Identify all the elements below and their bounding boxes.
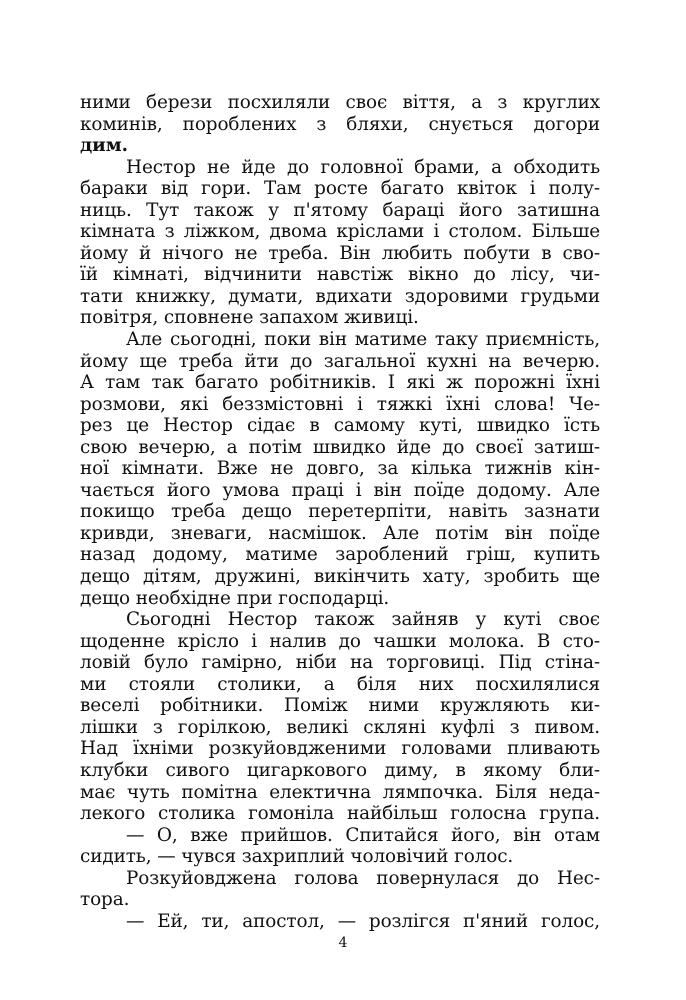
text-line: — О, вже прийшов. Спитайся його, він отам — [126, 824, 600, 846]
text-line: їй кімнаті, відчинити навстіж вікно до лісу, чи- — [80, 264, 600, 286]
text-line: повітря, сповнене запахом живиці. — [80, 307, 419, 329]
text-line: ними берези посхиляли своє віття, а з круглих — [80, 92, 600, 113]
text-line: свою вечерю, а потім швидко йде до своєї затиш- — [80, 436, 600, 458]
body-text — [80, 92, 600, 932]
text-line: щоденне крісло і налив до чашки молока. В сто- — [80, 630, 600, 652]
text-line: — Ей, ти, апостол, — розлігся п'яний голос, — [126, 910, 600, 932]
text-line: ної кімнати. Вже не довго, за кілька тижнів кін- — [80, 458, 600, 480]
text-line: тати книжку, думати, вдихати здоровими грудьми — [80, 285, 600, 307]
text-line: йому ще треба йти до загальної кухні на вечерю. — [80, 350, 600, 372]
text-line: йому й нічого не треба. Він любить побути в сво- — [80, 242, 600, 264]
text-line: Нестор не йде до головної брами, а обходить — [126, 156, 600, 178]
text-line: лекого столика гомоніла найбільш голосна група. — [80, 803, 600, 825]
text-line: дещо дітям, дружині, викінчить хату, зробить ще — [80, 566, 600, 588]
text-line: кривди, зневаги, насмішок. Але потім він поїде — [80, 522, 600, 544]
text-line: назад додому, матиме зароблений гріш, купить — [80, 544, 600, 566]
text-line: покищо треба дещо перетерпіти, навіть зазнати — [80, 501, 600, 523]
text-line: рез це Нестор сідає в самому куті, швидко їсть — [80, 415, 600, 437]
text-line: лішки з горілкою, великі скляні куфлі з пивом. — [80, 716, 600, 738]
text-line: коминів, пороблених з бляхи, снується догори — [80, 113, 600, 135]
text-line: дим. — [80, 135, 128, 157]
text-line: розмови, які беззмістовні і тяжкі їхні слова! Че- — [80, 393, 600, 415]
text-line: ловій було гамірно, ніби на торговиці. Під стіна- — [80, 652, 600, 674]
text-line: бараки від гори. Там росте багато квіток і полу- — [80, 178, 600, 200]
text-line: має чуть помітна електична лямпочка. Біля неда- — [80, 781, 600, 803]
text-line: Над їхніми розкуйовдженими головами пливають — [80, 738, 600, 760]
text-line: чається його умова праці і він поїде додому. Але — [80, 479, 600, 501]
text-line: ниць. Тут також у п'ятому бараці його затишна — [80, 199, 600, 221]
text-line: ми стояли столики, а біля них посхилялися — [80, 673, 600, 695]
text-line: клубки сивого цигаркового диму, в якому бли- — [80, 759, 600, 781]
text-line: сидить, — чувся захриплий чоловічий голос. — [80, 846, 514, 868]
text-line: Сьогодні Нестор також зайняв у куті своє — [126, 609, 600, 631]
page-number: 4 — [338, 935, 348, 951]
text-line: кімната з ліжком, двома кріслами і столом. Більше — [80, 221, 600, 243]
text-line: Але сьогодні, поки він матиме таку приємність, — [126, 329, 600, 351]
text-line: дещо необхідне при господарці. — [80, 587, 390, 609]
text-line: веселі робітники. Поміж ними кружляють ки- — [80, 695, 600, 717]
text-line: А там так багато робітників. І які ж порожні їхні — [80, 372, 600, 394]
text-line: тора. — [80, 889, 130, 911]
text-line: Розкуйовджена голова повернулася до Нес- — [126, 867, 600, 889]
